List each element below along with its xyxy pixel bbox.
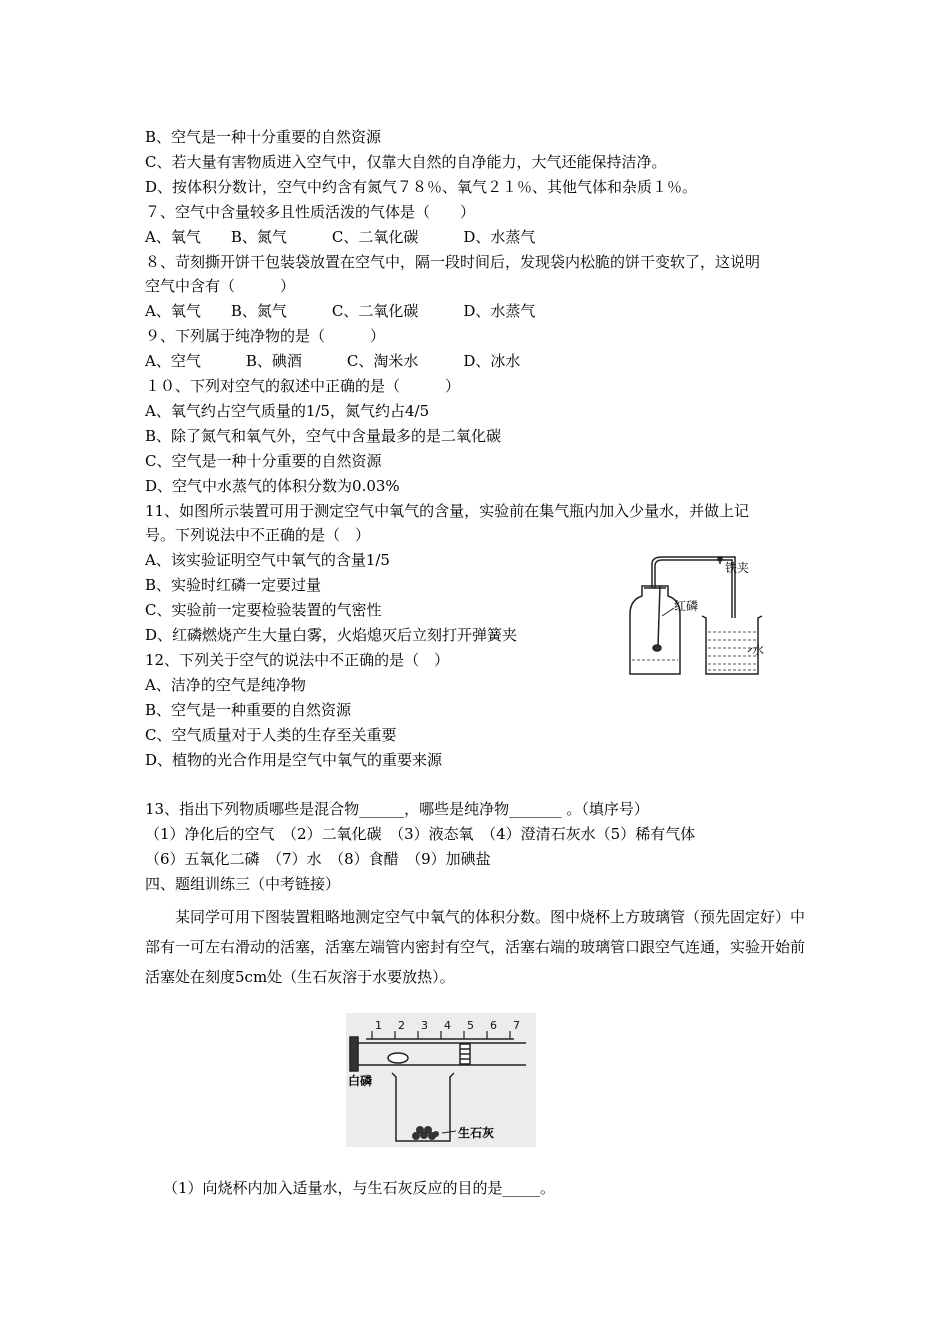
piston-tube-apparatus-figure <box>346 1013 536 1147</box>
question-10-c: C、空气是一种十分重要的自然资源 <box>145 452 382 470</box>
question-12-b: B、空气是一种重要的自然资源 <box>145 701 352 719</box>
question-11-a: A、该实验证明空气中氧气的含量1/5 <box>145 551 390 569</box>
question-8: ８、苛刻撕开饼干包装袋放置在空气中，隔一段时间后，发现袋内松脆的饼干变软了，这说明 <box>145 253 761 271</box>
line-1: B、空气是一种十分重要的自然资源 <box>145 128 382 146</box>
question-7-options: A、氧气 B、氮气 C、二氧化碳 D、水蒸气 <box>145 228 536 246</box>
red-phosphorus-label: 红磷 <box>674 599 699 613</box>
question-13-items-2: （6）五氧化二磷 （7）水 （8）食醋 （9）加碘盐 <box>145 850 491 868</box>
line-2: C、若大量有害物质进入空气中，仅靠大自然的自净能力，大气还能保持洁净。 <box>145 153 667 171</box>
ruler-tick-label: 4 <box>444 1019 451 1032</box>
question-10-a: A、氧气约占空气质量的1/5，氮气约占4/5 <box>145 402 430 420</box>
quicklime-label: 生石灰 <box>458 1126 495 1140</box>
question-13-items-1: （1）净化后的空气 （2）二氧化碳 （3）液态氧 （4）澄清石灰水（5）稀有气体 <box>145 825 696 843</box>
question-7: ７、空气中含量较多且性质活泼的气体是（ ） <box>145 203 476 221</box>
ruler-tick-label: 3 <box>421 1019 428 1032</box>
ruler-tick-label: 5 <box>467 1019 474 1032</box>
iron-clamp-label: 铁夹 <box>725 561 750 575</box>
question-10: １０、下列对空气的叙述中正确的是（ ） <box>145 377 461 395</box>
question-11: 11、如图所示装置可用于测定空气中氧气的含量，实验前在集气瓶内加入少量水，并做上记 <box>145 502 750 520</box>
question-12-d: D、植物的光合作用是空气中氧气的重要来源 <box>145 751 443 769</box>
ruler-tick-label: 2 <box>398 1019 405 1032</box>
question-10-d: D、空气中水蒸气的体积分数为0.03% <box>145 477 400 495</box>
question-12-c: C、空气质量对于人类的生存至关重要 <box>145 726 397 744</box>
question-8-options: A、氧气 B、氮气 C、二氧化碳 D、水蒸气 <box>145 302 536 320</box>
question-13: 13、指出下列物质哪些是混合物______，哪些是纯净物_______ 。（填序号） <box>145 800 649 818</box>
sub-question-1: （1）向烧杯内加入适量水，与生石灰反应的目的是_____。 <box>163 1179 556 1197</box>
ruler-tick-label: 6 <box>490 1019 497 1032</box>
question-9-options: A、空气 B、碘酒 C、淘米水 D、冰水 <box>145 352 521 370</box>
water-label: 水 <box>752 643 765 657</box>
question-11-b: B、实验时红磷一定要过量 <box>145 576 322 594</box>
question-9: ９、下列属于纯净物的是（ ） <box>145 327 386 345</box>
question-10-b: B、除了氮气和氧气外，空气中含量最多的是二氧化碳 <box>145 427 502 445</box>
question-12-a: A、洁净的空气是纯净物 <box>145 676 306 694</box>
section-four-heading: 四、题组训练三（中考链接） <box>145 875 341 893</box>
experiment-paragraph: 某同学可用下图装置粗略地测定空气中氧气的体积分数。图中烧杯上方玻璃管（预先固定好）中部有一可左右滑动的活塞，活塞左端管内密封有空气，活塞右端的玻璃管口跟空气连通，实验开始前活塞处在刻度5cm处（生石灰溶于水要放热）。 <box>145 908 806 986</box>
ruler-tick-label: 1 <box>375 1019 382 1032</box>
question-11-cont: 号。下列说法中不正确的是（ ） <box>145 526 371 544</box>
white-phosphorus-label: 白磷 <box>348 1074 373 1088</box>
question-11-d: D、红磷燃烧产生大量白雾，火焰熄灭后立刻打开弹簧夹 <box>145 626 518 644</box>
question-11-c: C、实验前一定要检验装置的气密性 <box>145 601 382 619</box>
oxygen-measurement-apparatus-figure <box>622 556 774 684</box>
question-12: 12、下列关于空气的说法中不正确的是（ ） <box>145 651 450 669</box>
line-3: D、按体积分数计，空气中约含有氮气７８％、氧气２１％、其他气体和杂质１％。 <box>145 178 698 196</box>
ruler-tick-label: 7 <box>513 1019 520 1032</box>
question-8-cont: 空气中含有（ ） <box>145 277 296 295</box>
